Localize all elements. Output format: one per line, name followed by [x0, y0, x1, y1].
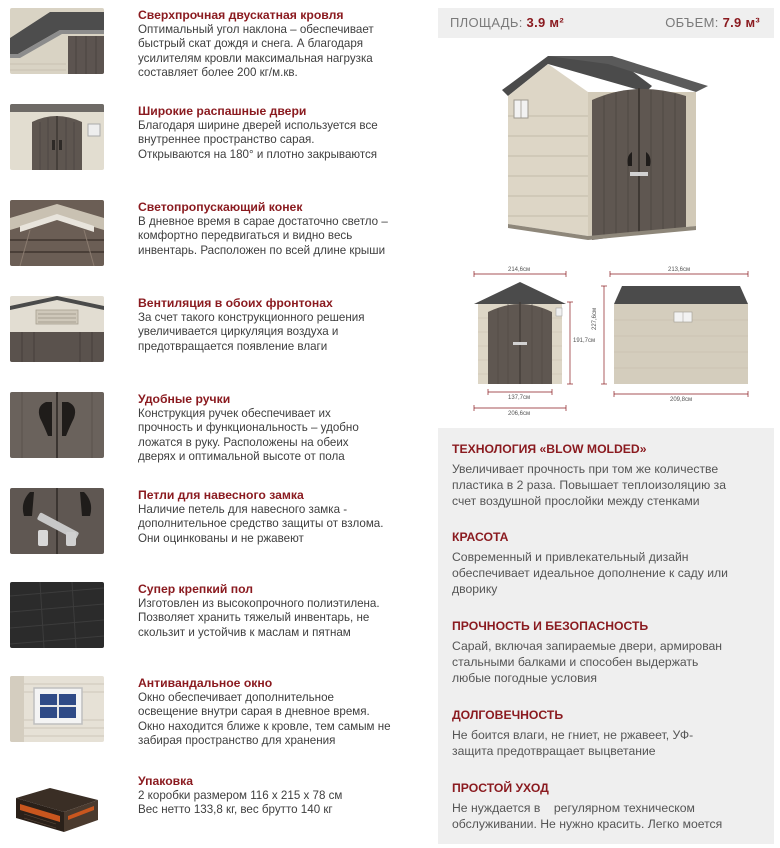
feature-description	[138, 215, 410, 258]
dim-side-base-width: 209,8см	[670, 397, 693, 403]
package-box-icon	[10, 774, 104, 840]
info-line: Сарай, включая запираемые двери, армирован	[452, 639, 723, 653]
feature-description	[138, 23, 410, 81]
feature-line: 2 коробки размером 116 x 215 x 78 см	[138, 789, 343, 802]
feature-line: быстрый скат дождя и снега. А благодаря	[138, 37, 363, 51]
feature-line: дверях и оптимальной высоте от пола	[138, 450, 345, 464]
dim-front-base-width: 206,6см	[508, 411, 531, 417]
feature-doors	[10, 104, 410, 196]
info-line: защита предотвращает выцветание	[452, 744, 656, 758]
info-line: Не боится влаги, не гниет, не ржавеет, УФ-	[452, 728, 694, 742]
feature-title: Антивандальное окно	[138, 676, 273, 690]
info-line: Увеличивает прочность при том же количестве	[452, 462, 719, 476]
info-block-beauty	[452, 530, 764, 597]
feature-title: Удобные ручки	[138, 392, 231, 406]
feature-line: предотвращается появление влаги	[138, 339, 328, 353]
feature-text	[138, 296, 410, 354]
info-line: любые погодные условия	[452, 671, 597, 685]
feature-title: Широкие распашные двери	[138, 104, 307, 118]
info-block-strength	[452, 619, 764, 686]
dim-side-height: 227,6см	[592, 307, 598, 330]
feature-description	[138, 119, 410, 162]
info-description	[452, 727, 764, 759]
feature-line: ложатся в руку. Расположены на обеих	[138, 435, 349, 449]
feature-description	[138, 503, 410, 546]
feature-line: Оптимальный угол наклона – обеспечивает	[138, 23, 374, 36]
info-block-durability	[452, 708, 764, 759]
skylight-ridge-icon	[10, 200, 104, 266]
info-line: счет воздушной прослойки между стенками	[452, 494, 700, 508]
feature-skylight	[10, 200, 410, 292]
info-description	[452, 638, 764, 686]
info-line: обеспечивает идеальное дополнение к саду или	[452, 566, 728, 580]
feature-line: увеличивается циркуляция воздуха и	[138, 325, 339, 339]
info-line: Не нуждается в регулярном техническом	[452, 801, 695, 815]
feature-line: Конструкция ручек обеспечивает их	[138, 407, 331, 420]
info-title: ПРОСТОЙ УХОД	[452, 781, 549, 795]
info-description	[452, 549, 764, 597]
specs-bar	[438, 8, 774, 38]
dim-front-width-top: 214,6см	[508, 267, 531, 273]
feature-line: Благодаря ширине дверей используется все	[138, 119, 378, 132]
feature-title: Сверхпрочная двускатная кровля	[138, 8, 344, 22]
feature-description	[138, 789, 410, 818]
feature-line: прочность и функциональность – удобно	[138, 421, 359, 435]
feature-line: Открываются на 180° и плотно закрываются	[138, 147, 378, 161]
floor-icon	[10, 582, 104, 648]
info-description	[452, 800, 764, 832]
feature-padlock	[10, 488, 410, 580]
feature-text	[138, 676, 410, 749]
feature-floor	[10, 582, 410, 674]
area-value: 3.9 м²	[526, 15, 564, 30]
feature-line: Позволяет хранить тяжелый инвентарь, не	[138, 611, 370, 625]
feature-vent	[10, 296, 410, 388]
info-line: дворику	[452, 582, 498, 596]
feature-description	[138, 597, 410, 640]
info-line: обслуживании. Не нужно красить. Легко моется	[452, 817, 723, 831]
info-title: ПРОЧНОСТЬ И БЕЗОПАСНОСТЬ	[452, 619, 649, 633]
volume-spec	[665, 15, 760, 30]
feature-text	[138, 200, 410, 258]
feature-description	[138, 311, 410, 354]
vent-icon	[10, 296, 104, 362]
dim-side-width-top: 213,6см	[668, 267, 691, 273]
volume-label: ОБЪЕМ:	[665, 15, 719, 30]
double-door-icon	[10, 104, 104, 170]
feature-title: Вентиляция в обоих фронтонах	[138, 296, 333, 310]
feature-line: Окно находится ближе к кровле, тем самым не	[138, 719, 391, 733]
feature-line: дополнительное средство защиты от взлома.	[138, 517, 384, 531]
info-line: Современный и привлекательный дизайн	[452, 550, 689, 564]
info-block-technology	[452, 442, 764, 509]
shed-illustration	[496, 56, 710, 256]
dimension-drawings	[470, 268, 775, 418]
feature-package	[10, 774, 410, 848]
info-title: КРАСОТА	[452, 530, 509, 544]
feature-text	[138, 582, 410, 640]
feature-line: освещение внутри сарая в дневное время.	[138, 705, 370, 719]
feature-text	[138, 392, 410, 465]
feature-window	[10, 676, 410, 768]
info-line: стальными балками и способен выдержать	[452, 655, 699, 669]
dim-front-height: 191,7см	[573, 338, 596, 344]
feature-title: Супер крепкий пол	[138, 582, 253, 596]
info-panel	[438, 428, 774, 844]
dim-front-door-width: 137,7см	[508, 395, 531, 401]
feature-line: комфортно передвигаться и видно весь	[138, 229, 353, 243]
feature-text	[138, 774, 410, 818]
feature-line: Они оцинкованы и не ржавеют	[138, 531, 304, 545]
feature-text	[138, 8, 410, 81]
feature-line: инвентарь. Расположен по всей длине крыши	[138, 243, 386, 257]
feature-line: За счет такого конструкционного решения	[138, 311, 365, 324]
feature-text	[138, 104, 410, 162]
feature-handles	[10, 392, 410, 484]
feature-line: Окно обеспечивает дополнительное	[138, 691, 334, 704]
feature-description	[138, 691, 410, 749]
feature-line: Вес нетто 133,8 кг, вес брутто 140 кг	[138, 803, 333, 817]
info-title: ТЕХНОЛОГИЯ «BLOW MOLDED»	[452, 442, 647, 456]
feature-line: усилителям кровли максимальная нагрузка	[138, 51, 373, 65]
roof-icon	[10, 8, 104, 74]
feature-description	[138, 407, 410, 465]
feature-text	[138, 488, 410, 546]
handles-icon	[10, 392, 104, 458]
feature-line: забирая пространство для хранения	[138, 734, 336, 748]
window-icon	[10, 676, 104, 742]
front-view-drawing	[474, 271, 573, 411]
feature-roof	[10, 8, 410, 100]
info-description	[452, 461, 764, 509]
padlock-hasp-icon	[10, 488, 104, 554]
info-line: пластика в 2 раза. Повышает теплоизоляцию за	[452, 478, 726, 492]
feature-title: Петли для навесного замка	[138, 488, 304, 502]
feature-line: В дневное время в сарае достаточно светло –	[138, 215, 388, 228]
feature-line: внутреннее пространство сарая.	[138, 133, 315, 147]
side-view-drawing	[601, 271, 748, 397]
volume-value: 7.9 м³	[722, 15, 760, 30]
feature-line: составляет более 200 кг/м.кв.	[138, 66, 298, 80]
area-spec	[450, 15, 564, 30]
feature-title: Светопропускающий конек	[138, 200, 303, 214]
feature-line: скользит и устойчив к маслам и пятнам	[138, 625, 351, 639]
info-title: ДОЛГОВЕЧНОСТЬ	[452, 708, 564, 722]
feature-line: Изготовлен из высокопрочного полиэтилена.	[138, 597, 380, 610]
feature-title: Упаковка	[138, 774, 194, 788]
area-label: ПЛОЩАДЬ:	[450, 15, 523, 30]
feature-line: Наличие петель для навесного замка -	[138, 503, 348, 516]
info-block-easy-care	[452, 781, 764, 832]
